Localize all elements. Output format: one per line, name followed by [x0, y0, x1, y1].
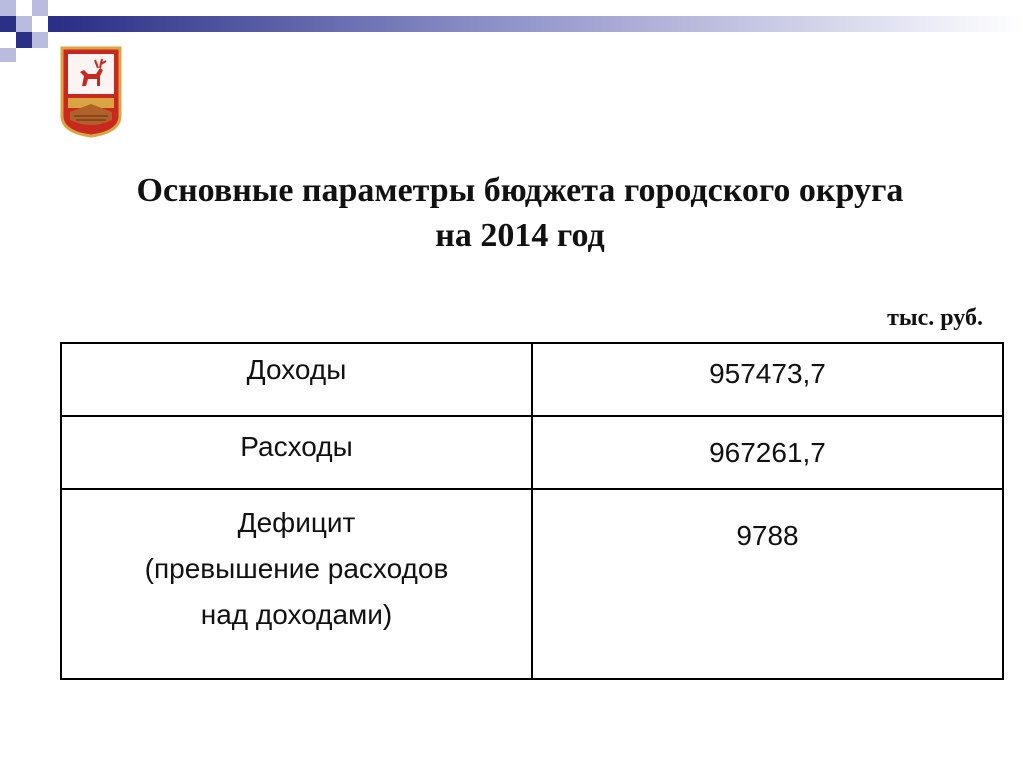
- slide-title-line-2: на 2014 год: [435, 217, 605, 254]
- table-row: [61, 489, 1003, 679]
- units-label: тыс. руб.: [887, 305, 983, 331]
- table-row: [61, 343, 1003, 416]
- row-label: Доходы: [61, 343, 532, 416]
- row-label-line: Дефицит: [237, 507, 356, 538]
- row-label: Расходы: [61, 416, 532, 489]
- table-row: [61, 416, 1003, 489]
- row-label: [61, 489, 532, 679]
- row-value: 967261,7: [532, 416, 1003, 489]
- budget-table: [60, 342, 1004, 680]
- header-decoration: [0, 0, 1023, 62]
- coat-of-arms-icon: [60, 46, 122, 138]
- row-value: 957473,7: [532, 343, 1003, 416]
- row-label-line: над доходами): [200, 599, 393, 630]
- slide-title-line-1: Основные параметры бюджета городского округа: [136, 172, 904, 209]
- row-label-line: (превышение расходов: [144, 553, 449, 584]
- slide-title: [40, 168, 1000, 258]
- row-value: 9788: [532, 489, 1003, 679]
